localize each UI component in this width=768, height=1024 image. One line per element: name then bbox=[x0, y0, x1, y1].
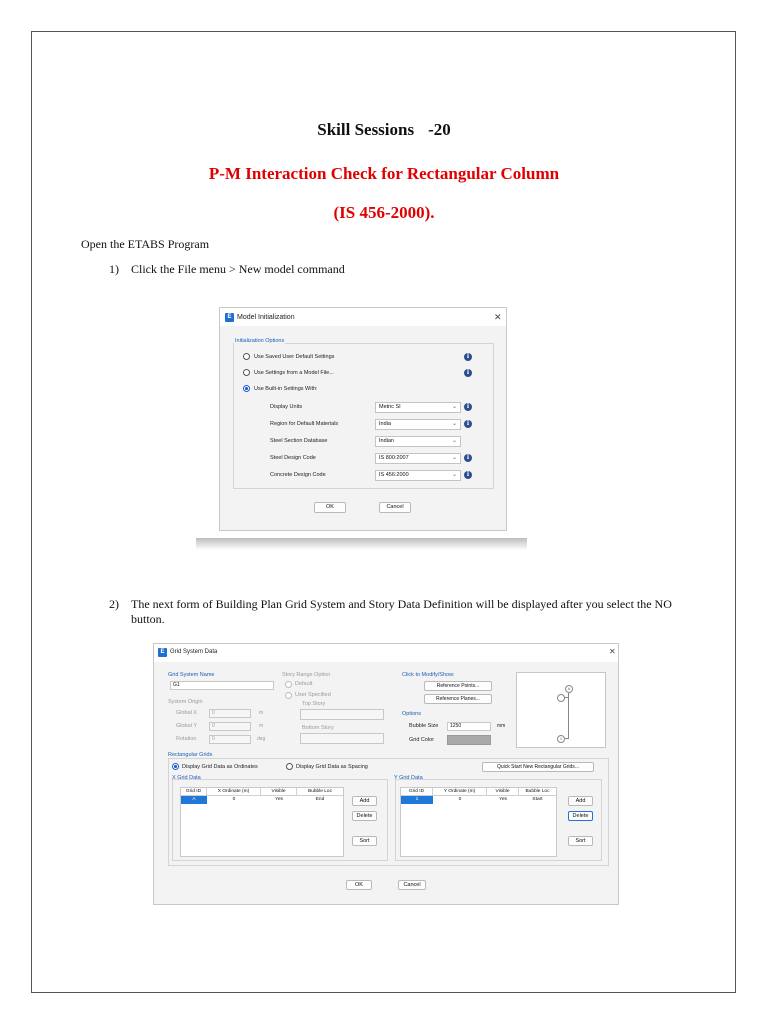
model-initialization-dialog bbox=[219, 307, 507, 531]
region-select[interactable] bbox=[375, 419, 461, 430]
dialog-title: Grid System Data bbox=[170, 649, 218, 655]
display-units-select[interactable] bbox=[375, 402, 461, 413]
info-icon[interactable]: i bbox=[464, 420, 472, 428]
chevron-down-icon: ⌄ bbox=[451, 421, 457, 427]
radio-story-default[interactable] bbox=[285, 681, 292, 688]
info-icon[interactable]: i bbox=[464, 353, 472, 361]
dialog-shadow bbox=[196, 538, 527, 550]
steel-section-value: Indian bbox=[379, 438, 394, 444]
table-cell[interactable]: A bbox=[181, 796, 207, 804]
document-title bbox=[0, 120, 768, 140]
grid-bubble-a-label: A bbox=[567, 686, 571, 691]
column-header: Bubble Loc bbox=[519, 788, 556, 796]
etabs-app-icon: E bbox=[158, 648, 167, 657]
bubble-unit: mm bbox=[497, 723, 506, 729]
close-icon[interactable]: ✕ bbox=[609, 647, 616, 656]
etabs-app-icon: E bbox=[225, 313, 234, 322]
table-cell[interactable]: Start bbox=[532, 797, 543, 802]
column-header: Grid ID bbox=[181, 788, 207, 796]
y-delete-button[interactable]: Delete bbox=[568, 811, 593, 821]
display-ordinates-label: Display Grid Data as Ordinates bbox=[182, 764, 258, 770]
grid-line bbox=[564, 697, 568, 698]
radio-model-file[interactable] bbox=[243, 369, 250, 376]
chevron-down-icon: ⌄ bbox=[451, 438, 457, 444]
grid-system-data-dialog bbox=[153, 643, 619, 905]
grid-color-swatch[interactable] bbox=[447, 735, 491, 745]
table-cell[interactable]: End bbox=[315, 797, 325, 802]
quick-start-button[interactable]: Quick Start New Rectangular Grids... bbox=[482, 762, 594, 772]
label-region: Region for Default Materials bbox=[270, 421, 339, 427]
chevron-down-icon: ⌄ bbox=[451, 455, 457, 461]
label-concrete-design: Concrete Design Code bbox=[270, 472, 326, 478]
group-label: Initialization Options bbox=[235, 338, 285, 344]
grid-bubble-icon bbox=[557, 694, 565, 702]
column-header: Bubble Loc bbox=[297, 788, 343, 796]
rectangular-grids-label: Rectangular Grids bbox=[168, 752, 213, 758]
dialog-title: Model Initialization bbox=[237, 314, 295, 321]
chevron-down-icon: ⌄ bbox=[451, 404, 457, 410]
display-spacing-label: Display Grid Data as Spacing bbox=[296, 764, 368, 770]
steel-section-select[interactable] bbox=[375, 436, 461, 447]
chevron-down-icon: ⌄ bbox=[451, 472, 457, 478]
radio-built-in[interactable] bbox=[243, 385, 250, 392]
rotation-label: Rotation bbox=[176, 736, 197, 742]
grid-bubble-1-label: 1 bbox=[559, 736, 563, 741]
grid-system-name-input[interactable]: G1 bbox=[170, 681, 274, 690]
rotation-input[interactable]: 0 bbox=[209, 735, 251, 744]
x-delete-button[interactable]: Delete bbox=[352, 811, 377, 821]
info-icon[interactable]: i bbox=[464, 454, 472, 462]
initialization-options-group bbox=[233, 343, 494, 489]
x-grid-data-label: X Grid Data bbox=[172, 775, 201, 781]
info-icon[interactable]: i bbox=[464, 471, 472, 479]
global-y-input[interactable]: 0 bbox=[209, 722, 251, 731]
global-y-label: Global Y bbox=[176, 723, 197, 729]
table-cell[interactable]: 0 bbox=[458, 797, 462, 802]
grid-color-label: Grid Color bbox=[409, 737, 435, 743]
grid-line bbox=[564, 738, 569, 739]
options-label: Options bbox=[402, 711, 421, 717]
radio-story-user[interactable] bbox=[285, 692, 292, 699]
radio-ordinates[interactable] bbox=[172, 763, 179, 770]
label-display-units: Display Units bbox=[270, 404, 303, 410]
column-header: Visible bbox=[487, 788, 519, 796]
story-default-label: Default bbox=[295, 681, 313, 687]
column-header: Grid ID bbox=[401, 788, 433, 796]
grid-bubble-a bbox=[565, 685, 573, 693]
intro-paragraph: Open the ETABS Program bbox=[81, 237, 210, 251]
top-story-select[interactable] bbox=[300, 709, 384, 720]
story-user-label: User Specified bbox=[295, 692, 331, 698]
title-bar bbox=[154, 644, 618, 662]
ok-button[interactable]: OK bbox=[346, 880, 372, 890]
bubble-size-label: Bubble Size bbox=[409, 723, 439, 729]
radio-saved-defaults[interactable] bbox=[243, 353, 250, 360]
ok-button[interactable]: OK bbox=[314, 502, 346, 513]
concrete-design-select[interactable] bbox=[375, 470, 461, 481]
info-icon[interactable]: i bbox=[464, 403, 472, 411]
steel-design-value: IS 800:2007 bbox=[379, 455, 409, 461]
table-cell[interactable]: Yes bbox=[499, 797, 507, 802]
grid-bubble-1 bbox=[557, 735, 565, 743]
global-x-input[interactable]: 0 bbox=[209, 709, 251, 718]
column-header: Y Ordinate (m) bbox=[433, 788, 487, 796]
label-model-file: Use Settings from a Model File... bbox=[254, 370, 334, 376]
y-grid-data-label: Y Grid Data bbox=[394, 775, 423, 781]
y-grid-table[interactable] bbox=[400, 787, 557, 857]
x-add-button[interactable]: Add bbox=[352, 796, 377, 806]
top-story-label: Top Story bbox=[302, 701, 326, 707]
unit-label: m bbox=[259, 723, 264, 729]
session-title: Skill Sessions bbox=[317, 120, 415, 139]
global-x-label: Global X bbox=[176, 710, 198, 716]
system-origin-label: System Origin bbox=[168, 699, 203, 705]
session-number: -20 bbox=[428, 120, 451, 139]
info-icon[interactable]: i bbox=[464, 369, 472, 377]
x-grid-table[interactable] bbox=[180, 787, 344, 857]
step-2-text: The next form of Building Plan Grid System and Story Data Definition will be displayed after you select the NO button. bbox=[131, 597, 672, 626]
grid-line bbox=[568, 693, 569, 739]
label-steel-design: Steel Design Code bbox=[270, 455, 316, 461]
subtitle-line-2: (IS 456-2000). bbox=[333, 203, 435, 222]
step-1-index: 1) bbox=[109, 262, 119, 276]
steel-design-select[interactable] bbox=[375, 453, 461, 464]
table-cell[interactable]: 1 bbox=[401, 796, 433, 804]
close-icon[interactable]: ✕ bbox=[494, 312, 502, 322]
table-cell[interactable]: Yes bbox=[275, 797, 283, 802]
bottom-story-select[interactable] bbox=[300, 733, 384, 744]
story-range-label: Story Range Option bbox=[282, 672, 331, 678]
click-to-modify-label: Click to Modify/Show: bbox=[402, 672, 455, 678]
y-add-button[interactable]: Add bbox=[568, 796, 593, 806]
radio-spacing[interactable] bbox=[286, 763, 293, 770]
y-sort-button[interactable]: Sort bbox=[568, 836, 593, 846]
bottom-story-label: Bottom Story bbox=[302, 725, 334, 731]
label-built-in: Use Built-in Settings With: bbox=[254, 386, 318, 392]
reference-planes-button[interactable]: Reference Planes... bbox=[424, 694, 492, 704]
grid-system-name-label: Grid System Name bbox=[168, 672, 215, 678]
x-sort-button[interactable]: Sort bbox=[352, 836, 377, 846]
column-header: X Ordinate (m) bbox=[207, 788, 261, 796]
label-steel-section: Steel Section Database bbox=[270, 438, 328, 444]
subtitle-line-1: P-M Interaction Check for Rectangular Column bbox=[208, 164, 560, 183]
region-value: India bbox=[379, 421, 391, 427]
bubble-size-input[interactable]: 1250 bbox=[447, 722, 491, 731]
concrete-design-value: IS 456:2000 bbox=[379, 472, 409, 478]
table-cell[interactable]: 0 bbox=[232, 797, 236, 802]
grid-preview bbox=[516, 672, 606, 748]
reference-points-button[interactable]: Reference Points... bbox=[424, 681, 492, 691]
unit-label: m bbox=[259, 710, 264, 716]
cancel-button[interactable]: Cancel bbox=[398, 880, 426, 890]
column-header: Visible bbox=[261, 788, 297, 796]
cancel-button[interactable]: Cancel bbox=[379, 502, 411, 513]
display-units-value: Metric SI bbox=[379, 404, 401, 410]
step-1-text: Click the File menu > New model command bbox=[131, 262, 345, 276]
label-saved-defaults: Use Saved User Default Settings bbox=[254, 354, 335, 360]
unit-label: deg bbox=[257, 736, 266, 742]
step-2-index: 2) bbox=[109, 597, 119, 611]
